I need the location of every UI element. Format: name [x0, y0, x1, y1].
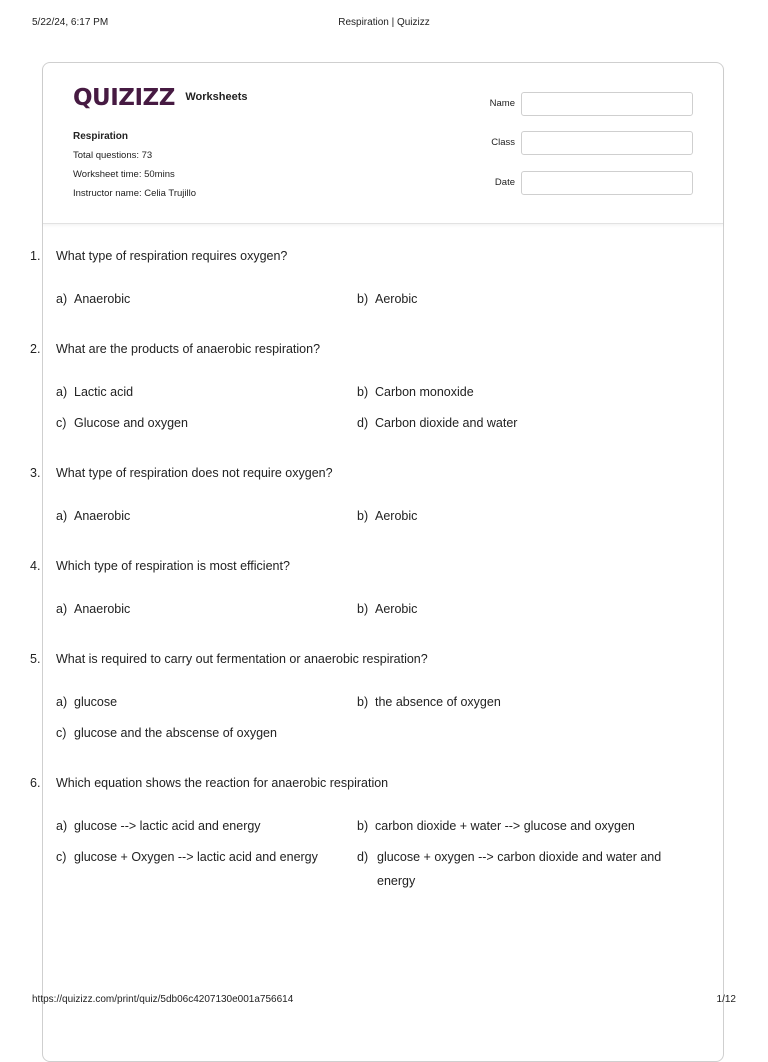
option-a[interactable] [56, 504, 356, 528]
option-letter: a) [56, 509, 68, 523]
option-text: glucose --> lactic acid and energy [74, 819, 261, 833]
option-letter: a) [56, 292, 68, 306]
option-letter: a) [56, 695, 68, 709]
option-text: Anaerobic [74, 602, 131, 616]
option-text: glucose + Oxygen --> lactic acid and energy [74, 850, 318, 864]
option-letter: b) [357, 602, 369, 616]
print-datetime: 5/22/24, 6:17 PM [32, 17, 109, 28]
option-b[interactable] [357, 380, 657, 404]
option-text: Glucose and oxygen [74, 416, 188, 430]
option-letter: d) [357, 416, 369, 430]
option-c[interactable] [56, 845, 356, 869]
option-b[interactable] [357, 287, 657, 311]
option-c[interactable] [56, 721, 356, 745]
question-2 [30, 342, 738, 430]
question-number: 2. [30, 342, 41, 356]
question-number: 4. [30, 559, 41, 573]
quizizz-logo: QUIZIZZ [73, 85, 175, 111]
date-field-group [467, 171, 693, 195]
class-field-group [467, 131, 693, 155]
print-url: https://quizizz.com/print/quiz/5db06c4207130e001a756614 [32, 994, 294, 1005]
option-text: Lactic acid [74, 385, 134, 399]
question-5 [30, 652, 738, 740]
option-letter: b) [357, 819, 369, 833]
option-text: Anaerobic [74, 292, 131, 306]
option-letter: c) [56, 850, 67, 864]
option-text: glucose + oxygen --> carbon dioxide and water and energy [377, 850, 662, 888]
option-a[interactable] [56, 380, 356, 404]
question-text: What type of respiration requires oxygen? [56, 249, 288, 263]
option-letter: b) [357, 509, 369, 523]
worksheet-time: Worksheet time: 50mins [73, 169, 175, 180]
option-letter: b) [357, 292, 369, 306]
date-label: Date [494, 177, 515, 188]
option-b[interactable] [357, 504, 657, 528]
option-letter: a) [56, 819, 68, 833]
question-number: 6. [30, 776, 41, 790]
question-6 [30, 776, 738, 888]
question-text: Which equation shows the reaction for anaerobic respiration [56, 776, 389, 790]
option-letter: d) [357, 850, 369, 864]
option-letter: c) [56, 416, 67, 430]
total-questions: Total questions: 73 [73, 150, 153, 161]
option-text: Carbon monoxide [375, 385, 474, 399]
option-letter: a) [56, 602, 68, 616]
option-text: Aerobic [375, 509, 418, 523]
option-text: Carbon dioxide and water [375, 416, 518, 430]
option-text: Aerobic [375, 292, 418, 306]
option-text: the absence of oxygen [375, 695, 501, 709]
option-d[interactable] [357, 845, 667, 893]
option-b[interactable] [357, 690, 657, 714]
option-letter: b) [357, 695, 369, 709]
option-text: carbon dioxide + water --> glucose and oxygen [375, 819, 635, 833]
question-number: 5. [30, 652, 41, 666]
option-text: Aerobic [375, 602, 418, 616]
question-text: What is required to carry out fermentation or anaerobic respiration? [56, 652, 428, 666]
option-text: Anaerobic [74, 509, 131, 523]
question-3 [30, 466, 738, 523]
question-number: 1. [30, 249, 41, 263]
question-number: 3. [30, 466, 41, 480]
option-a[interactable] [56, 690, 356, 714]
name-field-group [467, 92, 693, 116]
print-header [32, 17, 736, 31]
question-4 [30, 559, 738, 616]
option-b[interactable] [357, 597, 657, 621]
worksheet-header [43, 63, 723, 224]
class-label: Class [491, 137, 515, 148]
option-letter: b) [357, 385, 369, 399]
class-input[interactable] [521, 131, 693, 155]
question-text: What are the products of anaerobic respiration? [56, 342, 321, 356]
option-c[interactable] [56, 411, 356, 435]
option-text: glucose [74, 695, 118, 709]
brand-logo-row [73, 85, 248, 113]
question-text: Which type of respiration is most efficient? [56, 559, 290, 573]
question-1 [30, 249, 738, 306]
option-text: glucose and the abscense of oxygen [74, 726, 277, 740]
worksheets-label: Worksheets [185, 91, 248, 103]
name-label: Name [489, 98, 515, 109]
option-letter: a) [56, 385, 68, 399]
option-a[interactable] [56, 597, 356, 621]
option-d[interactable] [357, 411, 657, 435]
date-input[interactable] [521, 171, 693, 195]
instructor-name: Instructor name: Celia Trujillo [73, 188, 197, 199]
print-page-number: 1/12 [716, 994, 736, 1005]
print-page-title: Respiration | Quizizz [338, 17, 430, 28]
worksheet-info [73, 127, 196, 203]
option-letter: c) [56, 726, 67, 740]
worksheet-title: Respiration [73, 131, 129, 142]
option-b[interactable] [357, 814, 657, 838]
print-footer [32, 994, 736, 1008]
name-input[interactable] [521, 92, 693, 116]
option-a[interactable] [56, 287, 356, 311]
question-text: What type of respiration does not require oxygen? [56, 466, 333, 480]
option-a[interactable] [56, 814, 356, 838]
